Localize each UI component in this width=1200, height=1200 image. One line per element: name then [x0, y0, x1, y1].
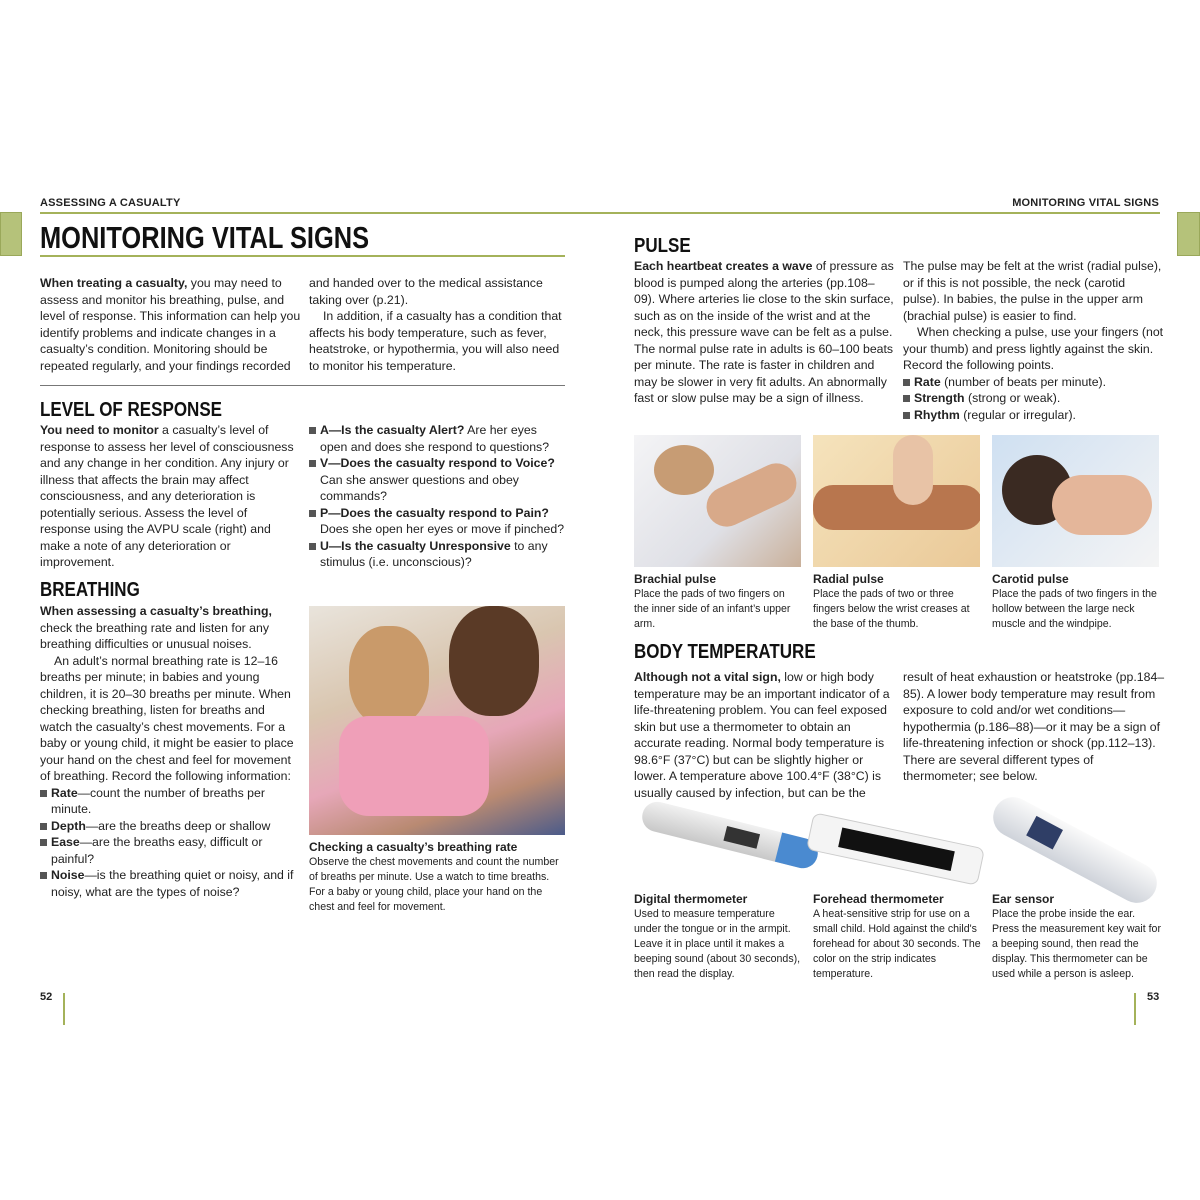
running-head-left: ASSESSING A CASUALTY	[40, 197, 181, 209]
list-item: Rhythm (regular or irregular).	[903, 407, 1165, 424]
forehead-thermometer-caption: Forehead thermometer A heat-sensitive strip for use on a small child. Hold against the child's forehead for about 30 seconds. The color on the strip indicates temperature.	[813, 892, 981, 980]
avpu-list	[309, 422, 565, 571]
carotid-caption: Carotid pulse Place the pads of two fingers in the hollow between the large neck muscle and the windpipe.	[992, 572, 1157, 630]
pulse-col1: Each heartbeat creates a wave of pressure as blood is pumped along the arteries (pp.108–09). Where arteries lie close to the skin surface, such as on the inside of the wrist and at the neck, this pressure wave can be felt as a pulse. The normal pulse rate in adults is 60–100 beats per minute. The rate is faster in children and may be slower in very fit adults. An abnormally fast or slow pulse may be a sign of illness.	[634, 259, 894, 405]
intro-col1: When treating a casualty, you may need to assess and monitor his breathing, pulse, and level of response. This information can help you identify problems and indicate changes in a casualty’s condition. Monitoring should be repeated regularly, and your findings recorded	[40, 276, 301, 373]
forehead-thermometer-image	[806, 812, 985, 886]
list-item: A—Is the casualty Alert? Are her eyes open and does she respond to questions?	[309, 422, 565, 455]
right-edge-tab	[1177, 212, 1200, 256]
page-number-rule	[1134, 993, 1136, 1025]
brachial-pulse-photo	[634, 435, 801, 567]
header-rule	[40, 212, 1160, 214]
list-item: U—Is the casualty Unresponsive to any stimulus (i.e. unconscious)?	[309, 538, 565, 571]
level-heading: LEVEL OF RESPONSE	[40, 399, 223, 421]
left-edge-tab	[0, 212, 22, 256]
breathing-photo	[309, 606, 565, 835]
breathing-text: When assessing a casualty’s breathing, check the breathing rate and listen for any breathing difficulties or unusual noises. An adult’s normal breathing rate is 12–16 breaths per minute; in babies and young children, it is 20–30 breaths per minute. When checking breathing, listen for breaths and watch the casualty’s chest movements. For a baby or young child, it might be easier to place your hand on the chest and feel for movement of breathing. Record the following information: Rate—count the number of breaths per minute. Depth—are the breaths deep or shallow Ease—are the breaths easy, difficult or painful? Noise—is the breathing quiet or noisy, and if noisy, what are the types of noise?	[40, 603, 298, 900]
radial-pulse-photo	[813, 435, 980, 567]
page-number-right: 53	[1147, 991, 1160, 1003]
temperature-col2: result of heat exhaustion or heatstroke (pp.184–85). A lower body temperature may result from exposure to cold and/or wet conditions—hypothermia (p.186–88)—or it may be a sign of life-threatening infection or shock (pp.112–13). There are several different types of thermometer; see below.	[903, 670, 1165, 783]
list-item: Rate—count the number of breaths per minute.	[40, 785, 298, 818]
page-number-rule	[63, 993, 65, 1025]
page-number-left: 52	[40, 991, 53, 1003]
digital-thermometer-caption: Digital thermometer Used to measure temperature under the tongue or in the armpit. Leave it in place until it makes a beeping sound (about 30 seconds), then read the display.	[634, 892, 801, 980]
pulse-heading: PULSE	[634, 235, 691, 257]
list-item: P—Does the casualty respond to Pain? Does she open her eyes or move if pinched?	[309, 505, 565, 538]
breathing-caption: Checking a casualty’s breathing rate Observe the chest movements and count the number of breaths per minute. Use a watch to time breaths. For a baby or young child, place your hand on the chest and feel for movement.	[309, 840, 559, 913]
list-item: V—Does the casualty respond to Voice? Can she answer questions and obey commands?	[309, 455, 565, 505]
intro-col2: and handed over to the medical assistance taking over (p.21). In addition, if a casualty has a condition that affects his body temperature, such as fever, heatstroke, or hypothermia, you will also need to monitor his temperature.	[309, 276, 562, 373]
pulse-col2: The pulse may be felt at the wrist (radial pulse), or if this is not possible, the neck (carotid pulse). In babies, the pulse in the upper arm (brachial pulse) is easier to find. When checking a pulse, use your fingers (not your thumb) and press lightly against the skin. Record the following points. Rate (number of beats per minute). Strength (strong or weak). Rhythm (regular or irregular).	[903, 259, 1164, 422]
breathing-heading: BREATHING	[40, 579, 140, 601]
list-item: Ease—are the breaths easy, difficult or painful?	[40, 834, 298, 867]
level-text: You need to monitor a casualty’s level of response to assess her level of consciousness and any change in her condition. Any injury or illness that affects the brain may affect consciousness, and any deterioration is potentially serious. Assess the level of response using the AVPU scale (right) and make a note of any deterioration or improvement.	[40, 423, 294, 569]
list-item: Depth—are the breaths deep or shallow	[40, 818, 298, 835]
title-rule	[40, 255, 565, 257]
carotid-pulse-photo	[992, 435, 1159, 567]
radial-caption: Radial pulse Place the pads of two or three fingers below the wrist creases at the base of the thumb.	[813, 572, 970, 630]
brachial-caption: Brachial pulse Place the pads of two fingers on the inner side of an infant’s upper arm.	[634, 572, 791, 630]
ear-sensor-caption: Ear sensor Place the probe inside the ear. Press the measurement key wait for a beeping sound, then read the display. This thermometer can be used while a person is asleep.	[992, 892, 1161, 980]
divider	[40, 385, 565, 386]
digital-thermometer-image	[639, 799, 821, 872]
temperature-heading: BODY TEMPERATURE	[634, 641, 816, 663]
page-title: MONITORING VITAL SIGNS	[40, 220, 370, 255]
list-item: Rate (number of beats per minute).	[903, 374, 1165, 391]
list-item: Noise—is the breathing quiet or noisy, and if noisy, what are the types of noise?	[40, 867, 298, 900]
temperature-col1: Although not a vital sign, low or high body temperature may be an important indicator of a life-threatening problem. You can feel exposed skin but use a thermometer to obtain an accurate reading. Normal body temperature is 98.6°F (37°C) but can be slightly higher or lower. A temperature above 100.4°F (38°C) is usually caused by infection, but can be the	[634, 670, 890, 800]
running-head-right: MONITORING VITAL SIGNS	[1012, 197, 1159, 209]
list-item: Strength (strong or weak).	[903, 390, 1165, 407]
